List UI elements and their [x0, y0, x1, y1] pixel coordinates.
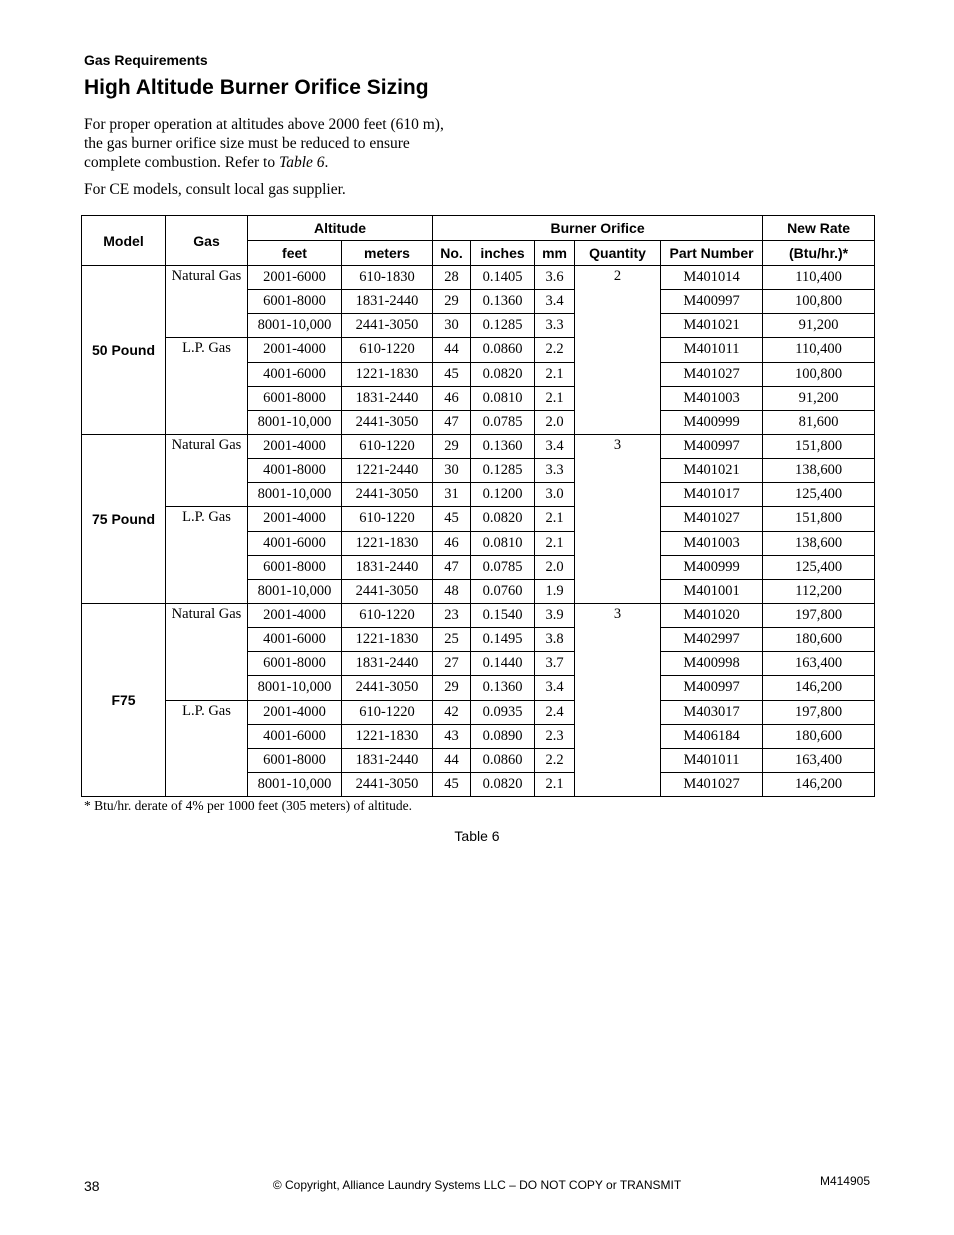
inches-cell: 0.0890	[471, 724, 535, 748]
orifice-no-cell: 44	[433, 748, 471, 772]
new-rate-cell: 110,400	[763, 266, 875, 290]
table-reference: Table 6	[279, 154, 325, 171]
quantity-cell: 3	[575, 603, 661, 796]
orifice-no-cell: 45	[433, 772, 471, 796]
meters-cell: 1221-1830	[342, 531, 433, 555]
part-number-cell: M401014	[661, 266, 763, 290]
part-number-cell: M401017	[661, 483, 763, 507]
meters-cell: 1221-2440	[342, 459, 433, 483]
part-number-cell: M403017	[661, 700, 763, 724]
new-rate-cell: 100,800	[763, 290, 875, 314]
mm-cell: 2.1	[535, 362, 575, 386]
gas-type-cell: Natural Gas	[166, 266, 248, 338]
table-row	[82, 507, 875, 531]
part-number-cell: M401001	[661, 579, 763, 603]
header-burner-orifice: Burner Orifice	[433, 216, 763, 241]
intro-text-end: .	[324, 154, 329, 171]
part-number-cell: M401021	[661, 314, 763, 338]
part-number-cell: M400997	[661, 434, 763, 458]
table-row	[82, 434, 875, 458]
meters-cell: 610-1220	[342, 700, 433, 724]
meters-cell: 2441-3050	[342, 579, 433, 603]
meters-cell: 1831-2440	[342, 555, 433, 579]
new-rate-cell: 151,800	[763, 434, 875, 458]
inches-cell: 0.0760	[471, 579, 535, 603]
mm-cell: 3.4	[535, 434, 575, 458]
mm-cell: 3.3	[535, 459, 575, 483]
new-rate-cell: 91,200	[763, 314, 875, 338]
feet-cell: 8001-10,000	[248, 676, 342, 700]
orifice-no-cell: 47	[433, 410, 471, 434]
inches-cell: 0.0810	[471, 531, 535, 555]
meters-cell: 610-1220	[342, 603, 433, 627]
mm-cell: 2.1	[535, 772, 575, 796]
gas-type-cell: Natural Gas	[166, 603, 248, 700]
feet-cell: 6001-8000	[248, 555, 342, 579]
orifice-no-cell: 48	[433, 579, 471, 603]
mm-cell: 2.2	[535, 338, 575, 362]
inches-cell: 0.0860	[471, 338, 535, 362]
meters-cell: 1221-1830	[342, 362, 433, 386]
new-rate-cell: 112,200	[763, 579, 875, 603]
meters-cell: 1831-2440	[342, 386, 433, 410]
mm-cell: 3.4	[535, 676, 575, 700]
inches-cell: 0.0810	[471, 386, 535, 410]
section-label: Gas Requirements	[84, 52, 208, 68]
part-number-cell: M400998	[661, 652, 763, 676]
gas-type-cell: L.P. Gas	[166, 507, 248, 604]
orifice-no-cell: 29	[433, 434, 471, 458]
orifice-no-cell: 25	[433, 628, 471, 652]
part-number-cell: M401027	[661, 507, 763, 531]
inches-cell: 0.1405	[471, 266, 535, 290]
document-number: M414905	[819, 1174, 870, 1188]
orifice-no-cell: 31	[433, 483, 471, 507]
header-part-number: Part Number	[661, 241, 763, 266]
gas-type-cell: L.P. Gas	[166, 338, 248, 435]
new-rate-cell: 138,600	[763, 531, 875, 555]
mm-cell: 3.8	[535, 628, 575, 652]
orifice-no-cell: 23	[433, 603, 471, 627]
orifice-no-cell: 45	[433, 507, 471, 531]
inches-cell: 0.1200	[471, 483, 535, 507]
inches-cell: 0.0785	[471, 555, 535, 579]
header-gas: Gas	[166, 216, 248, 266]
inches-cell: 0.1360	[471, 676, 535, 700]
meters-cell: 610-1830	[342, 266, 433, 290]
mm-cell: 3.6	[535, 266, 575, 290]
header-new-rate: New Rate	[763, 216, 875, 241]
new-rate-cell: 180,600	[763, 724, 875, 748]
feet-cell: 4001-6000	[248, 628, 342, 652]
mm-cell: 2.0	[535, 410, 575, 434]
inches-cell: 0.1540	[471, 603, 535, 627]
quantity-cell: 3	[575, 434, 661, 603]
orifice-no-cell: 43	[433, 724, 471, 748]
inches-cell: 0.1360	[471, 290, 535, 314]
header-altitude: Altitude	[248, 216, 433, 241]
meters-cell: 610-1220	[342, 507, 433, 531]
feet-cell: 8001-10,000	[248, 314, 342, 338]
header-model: Model	[82, 216, 166, 266]
mm-cell: 2.1	[535, 507, 575, 531]
meters-cell: 1221-1830	[342, 724, 433, 748]
new-rate-cell: 125,400	[763, 483, 875, 507]
new-rate-cell: 100,800	[763, 362, 875, 386]
part-number-cell: M401021	[661, 459, 763, 483]
meters-cell: 2441-3050	[342, 772, 433, 796]
table-row	[82, 266, 875, 290]
feet-cell: 6001-8000	[248, 652, 342, 676]
feet-cell: 6001-8000	[248, 748, 342, 772]
meters-cell: 1831-2440	[342, 748, 433, 772]
mm-cell: 3.9	[535, 603, 575, 627]
page-title: High Altitude Burner Orifice Sizing	[84, 76, 429, 99]
orifice-no-cell: 29	[433, 290, 471, 314]
model-cell: F75	[82, 603, 166, 796]
part-number-cell: M406184	[661, 724, 763, 748]
intro-paragraph	[84, 115, 464, 172]
meters-cell: 2441-3050	[342, 676, 433, 700]
feet-cell: 2001-4000	[248, 434, 342, 458]
part-number-cell: M400999	[661, 555, 763, 579]
meters-cell: 1831-2440	[342, 290, 433, 314]
part-number-cell: M401027	[661, 362, 763, 386]
new-rate-cell: 151,800	[763, 507, 875, 531]
orifice-no-cell: 44	[433, 338, 471, 362]
new-rate-cell: 197,800	[763, 603, 875, 627]
table-body	[82, 266, 875, 797]
part-number-cell: M401011	[661, 338, 763, 362]
new-rate-cell: 180,600	[763, 628, 875, 652]
header-feet: feet	[248, 241, 342, 266]
header-btu: (Btu/hr.)*	[763, 241, 875, 266]
mm-cell: 1.9	[535, 579, 575, 603]
inches-cell: 0.0820	[471, 362, 535, 386]
meters-cell: 610-1220	[342, 338, 433, 362]
model-cell: 50 Pound	[82, 266, 166, 435]
meters-cell: 2441-3050	[342, 410, 433, 434]
part-number-cell: M401011	[661, 748, 763, 772]
feet-cell: 4001-8000	[248, 459, 342, 483]
meters-cell: 2441-3050	[342, 483, 433, 507]
meters-cell: 1831-2440	[342, 652, 433, 676]
mm-cell: 3.3	[535, 314, 575, 338]
inches-cell: 0.1285	[471, 459, 535, 483]
feet-cell: 2001-6000	[248, 266, 342, 290]
table-row	[82, 603, 875, 627]
mm-cell: 3.7	[535, 652, 575, 676]
inches-cell: 0.1495	[471, 628, 535, 652]
table-footnote: * Btu/hr. derate of 4% per 1000 feet (305 meters) of altitude.	[84, 798, 413, 813]
inches-cell: 0.0785	[471, 410, 535, 434]
gas-type-cell: L.P. Gas	[166, 700, 248, 797]
part-number-cell: M400999	[661, 410, 763, 434]
feet-cell: 6001-8000	[248, 386, 342, 410]
header-mm: mm	[535, 241, 575, 266]
feet-cell: 8001-10,000	[248, 483, 342, 507]
ce-note: For CE models, consult local gas supplier.	[84, 181, 346, 198]
feet-cell: 2001-4000	[248, 338, 342, 362]
meters-cell: 2441-3050	[342, 314, 433, 338]
meters-cell: 1221-1830	[342, 628, 433, 652]
mm-cell: 2.2	[535, 748, 575, 772]
table-header-row	[82, 216, 875, 241]
orifice-no-cell: 29	[433, 676, 471, 700]
inches-cell: 0.0935	[471, 700, 535, 724]
meters-cell: 610-1220	[342, 434, 433, 458]
mm-cell: 3.0	[535, 483, 575, 507]
orifice-no-cell: 46	[433, 531, 471, 555]
gas-type-cell: Natural Gas	[166, 434, 248, 506]
intro-text: For proper operation at altitudes above 2000 feet (610 m), the gas burner orifice size must be reduced to ensure complete combustion. Refer to	[84, 116, 444, 171]
mm-cell: 2.3	[535, 724, 575, 748]
feet-cell: 2001-4000	[248, 507, 342, 531]
feet-cell: 6001-8000	[248, 290, 342, 314]
orifice-no-cell: 28	[433, 266, 471, 290]
table-row	[82, 338, 875, 362]
table-caption: Table 6	[454, 828, 500, 844]
new-rate-cell: 110,400	[763, 338, 875, 362]
orifice-no-cell: 30	[433, 314, 471, 338]
part-number-cell: M401003	[661, 531, 763, 555]
header-inches: inches	[471, 241, 535, 266]
table-row	[82, 700, 875, 724]
quantity-cell: 2	[575, 266, 661, 435]
feet-cell: 8001-10,000	[248, 579, 342, 603]
feet-cell: 4001-6000	[248, 362, 342, 386]
part-number-cell: M401027	[661, 772, 763, 796]
feet-cell: 8001-10,000	[248, 772, 342, 796]
header-quantity: Quantity	[575, 241, 661, 266]
orifice-no-cell: 30	[433, 459, 471, 483]
inches-cell: 0.1440	[471, 652, 535, 676]
part-number-cell: M400997	[661, 290, 763, 314]
part-number-cell: M402997	[661, 628, 763, 652]
inches-cell: 0.1360	[471, 434, 535, 458]
new-rate-cell: 81,600	[763, 410, 875, 434]
new-rate-cell: 146,200	[763, 772, 875, 796]
feet-cell: 4001-6000	[248, 531, 342, 555]
mm-cell: 2.4	[535, 700, 575, 724]
header-no: No.	[433, 241, 471, 266]
new-rate-cell: 146,200	[763, 676, 875, 700]
inches-cell: 0.0860	[471, 748, 535, 772]
new-rate-cell: 138,600	[763, 459, 875, 483]
new-rate-cell: 91,200	[763, 386, 875, 410]
new-rate-cell: 125,400	[763, 555, 875, 579]
new-rate-cell: 163,400	[763, 748, 875, 772]
new-rate-cell: 197,800	[763, 700, 875, 724]
part-number-cell: M401003	[661, 386, 763, 410]
inches-cell: 0.0820	[471, 772, 535, 796]
feet-cell: 2001-4000	[248, 603, 342, 627]
orifice-no-cell: 42	[433, 700, 471, 724]
copyright-notice: © Copyright, Alliance Laundry Systems LLC – DO NOT COPY or TRANSMIT	[272, 1178, 682, 1192]
orifice-table	[81, 215, 875, 797]
feet-cell: 2001-4000	[248, 700, 342, 724]
feet-cell: 4001-6000	[248, 724, 342, 748]
inches-cell: 0.1285	[471, 314, 535, 338]
orifice-no-cell: 27	[433, 652, 471, 676]
header-meters: meters	[342, 241, 433, 266]
part-number-cell: M400997	[661, 676, 763, 700]
new-rate-cell: 163,400	[763, 652, 875, 676]
mm-cell: 2.1	[535, 531, 575, 555]
mm-cell: 2.0	[535, 555, 575, 579]
inches-cell: 0.0820	[471, 507, 535, 531]
orifice-no-cell: 46	[433, 386, 471, 410]
feet-cell: 8001-10,000	[248, 410, 342, 434]
orifice-no-cell: 47	[433, 555, 471, 579]
model-cell: 75 Pound	[82, 434, 166, 603]
page-number: 38	[84, 1178, 100, 1194]
part-number-cell: M401020	[661, 603, 763, 627]
orifice-no-cell: 45	[433, 362, 471, 386]
mm-cell: 2.1	[535, 386, 575, 410]
mm-cell: 3.4	[535, 290, 575, 314]
